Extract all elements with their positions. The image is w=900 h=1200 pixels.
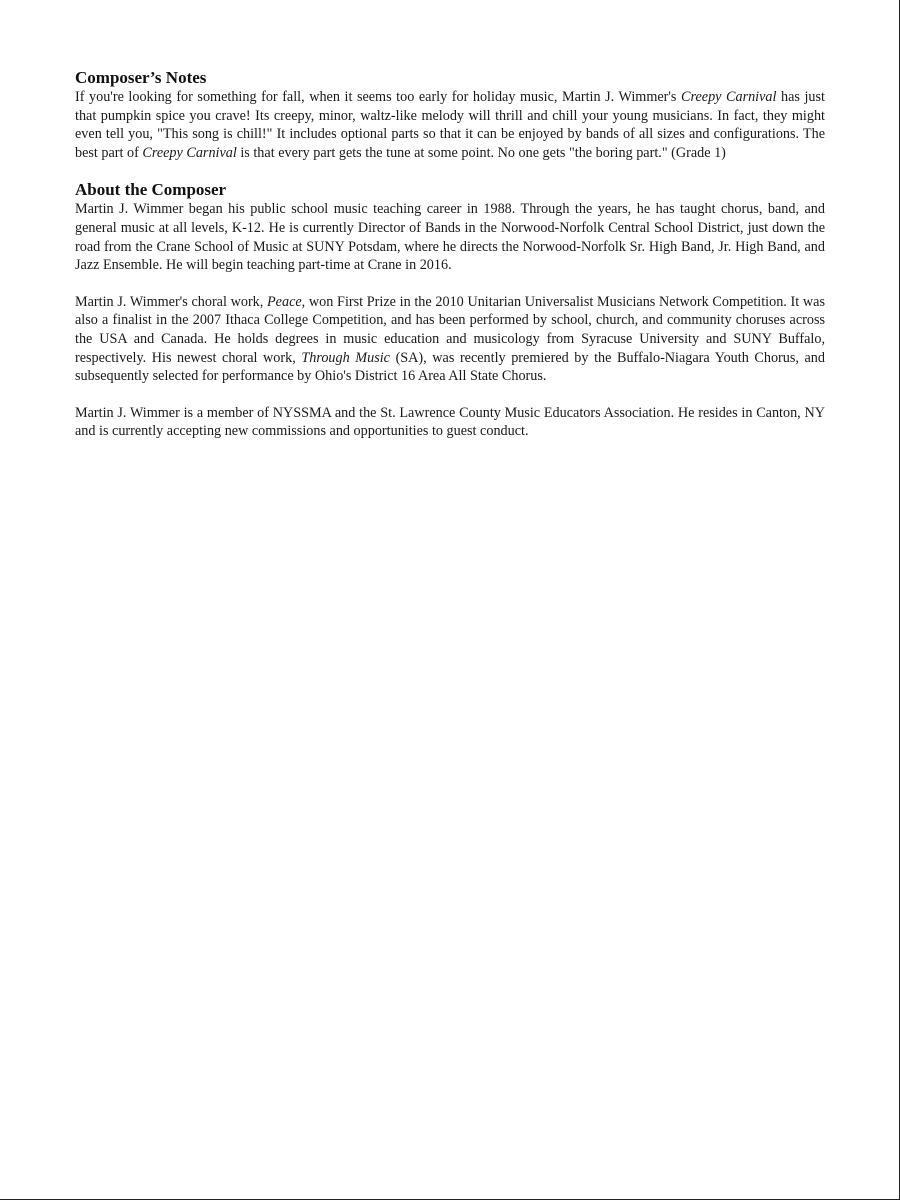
piece-title: Creepy Carnival: [142, 144, 237, 161]
work-title: Through Music: [301, 349, 390, 366]
about-composer-section: [75, 180, 825, 441]
about-text-part: , won First Prize in the 2010 Unitarian Universalist Musicians Network Competition. It was also a finalist in the 2007 Ithaca College Competition, and has been performed by school, church, and community choruses across the USA and Canada. He holds degrees in music education and musicology from Syracuse University and SUNY Buffalo, respectively. His newest choral work,: [75, 293, 825, 366]
notes-text-part: has just that pumpkin spice you crave! Its creepy, minor, waltz-like melody will thrill and chill your young musicians. In fact, they might even tell you, "This song is chill!" It includes optional parts so that it can be enjoyed by bands of all sizes and configurations. The best part of: [75, 89, 825, 161]
notes-text-part: is that every part gets the tune at some point. No one gets "the boring part." (Grade 1): [236, 144, 726, 161]
work-title: Peace: [267, 293, 302, 310]
composers-notes-section: [75, 68, 825, 162]
composers-notes-paragraph: [75, 88, 825, 162]
about-paragraph-career: Martin J. Wimmer began his public school music teaching career in 1988. Through the years, he has taught chorus, band, and general music at all levels, K-12. He is currently Director of Bands in the Norwood-Norfolk Central School District, just down the road from the Crane School of Music at SUNY Potsdam, where he directs the Norwood-Norfolk Sr. High Band, Jr. High Band, and Jazz Ensemble. He will begin teaching part-time at Crane in 2016.: [75, 201, 825, 274]
about-text-part: (SA), was recently premiered by the Buffalo-Niagara Youth Chorus, and subsequently selected for performance by Ohio's District 16 Area All State Chorus.: [75, 349, 825, 385]
about-composer-heading: About the Composer: [75, 180, 227, 200]
about-text-part: Martin J. Wimmer's choral work,: [75, 293, 268, 310]
about-paragraph-membership: Martin J. Wimmer is a member of NYSSMA and the St. Lawrence County Music Educators Association. He resides in Canton, NY and is currently accepting new commissions and opportunities to guest conduct.: [75, 404, 825, 440]
page-content: [75, 68, 825, 459]
notes-text-part: If you're looking for something for fall, when it seems too early for holiday music, Martin J. Wimmer's: [75, 89, 682, 105]
piece-title: Creepy Carnival: [681, 89, 777, 105]
about-paragraph-choral: [75, 293, 825, 386]
composers-notes-heading: Composer’s Notes: [75, 68, 207, 87]
